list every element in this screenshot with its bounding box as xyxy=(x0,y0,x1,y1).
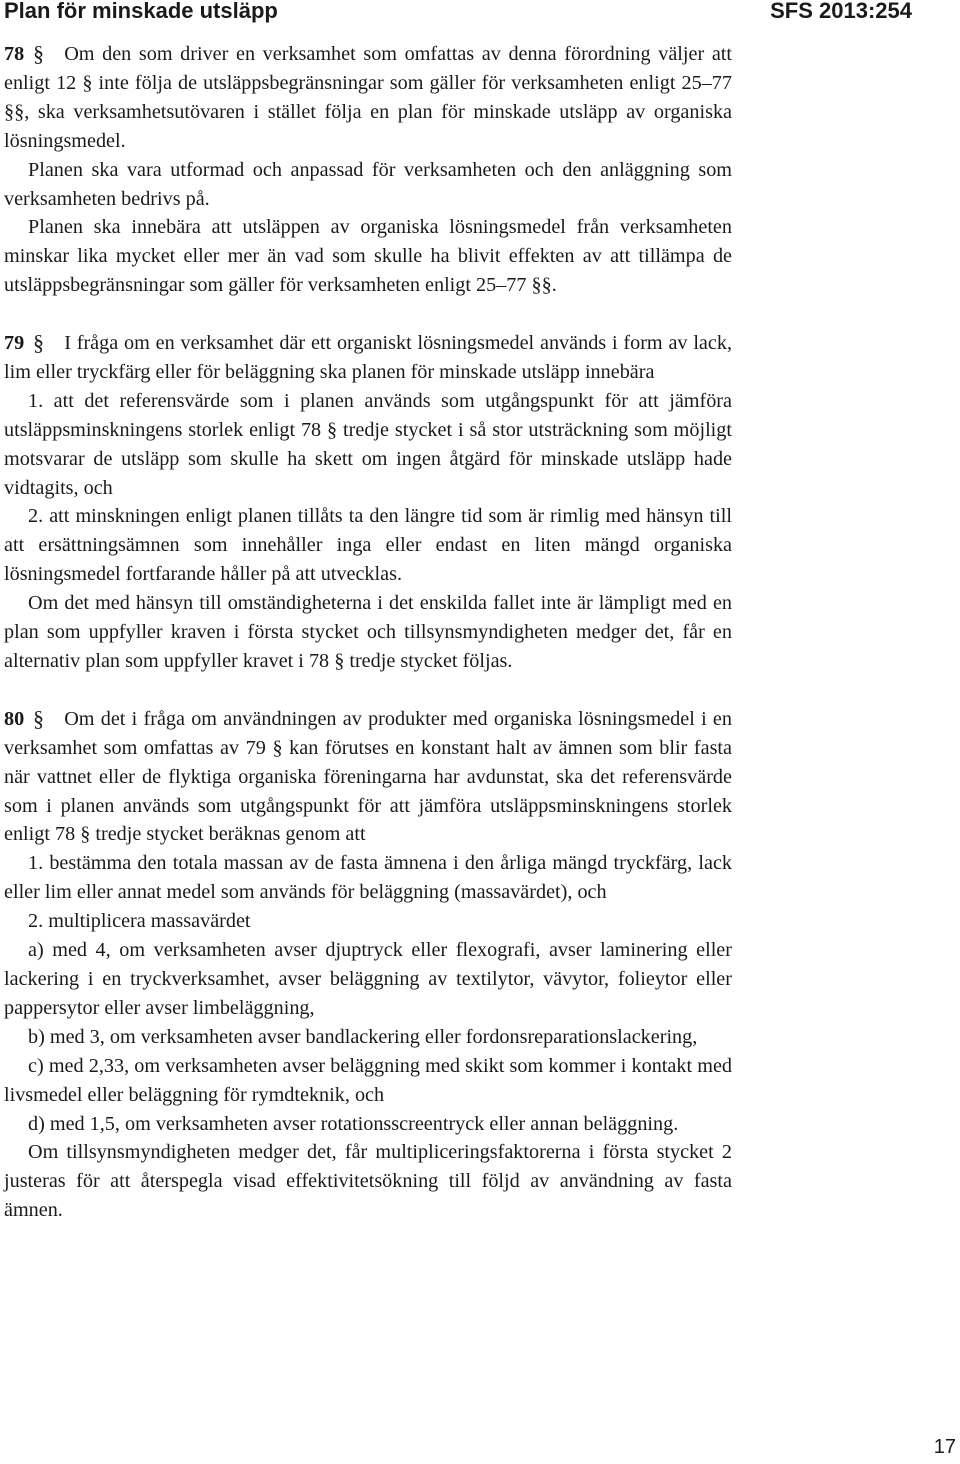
running-header-sfs-number: SFS 2013:254 xyxy=(770,0,912,23)
section-78-paragraph-3: Planen ska innebära att utsläppen av organiska lösningsmedel från verksamheten minskar lika mycket eller mer än vad som skulle ha blivit effekten av att tillämpa de utsläppsbegränsningar som gäller för verksamheten enligt 25–77 §§. xyxy=(4,216,732,297)
section-79-item-2: 2. att minskningen enligt planen tillåts ta den längre tid som är rimlig med hänsyn till att ersättningsämnen som innehåller inga eller endast en liten mängd organiska lösningsmedel fortfarande håller på att utvecklas. xyxy=(4,505,732,586)
section-79-paragraph-1 xyxy=(4,329,732,387)
section-80-item-d: d) med 1,5, om verksamheten avser rotationsscreentryck eller annan beläggning. xyxy=(28,1112,679,1135)
document-body xyxy=(4,40,732,1225)
section-80-item-b: b) med 3, om verksamheten avser bandlackering eller fordonsreparationslackering, xyxy=(28,1025,698,1048)
section-79-paragraph-2: Om det med hänsyn till omständigheterna i det enskilda fallet inte är lämpligt med en plan som uppfyller kraven i första stycket och tillsynsmyndigheten medger det, får en alternativ plan som uppfyller kravet i 78 § tredje stycket följas. xyxy=(4,592,732,673)
running-header-title: Plan för minskade utsläpp xyxy=(4,0,278,23)
svg-text:§: § xyxy=(33,331,45,356)
section-78-number: 78 xyxy=(4,43,25,65)
section-80-item-c: c) med 2,33, om verksamheten avser beläggning med skikt som kommer i kontakt med livsmedel eller beläggning för rymdteknik, och xyxy=(4,1054,732,1106)
section-78-paragraph-2: Planen ska vara utformad och anpassad för verksamheten och den anläggning som verksamheten bedrivs på. xyxy=(4,158,732,210)
section-80-item-1: 1. bestämma den totala massan av de fasta ämnena i den årliga mängd tryckfärg, lack eller lim eller annat medel som används för beläggning (massavärdet), och xyxy=(4,852,732,904)
section-sign-icon xyxy=(32,42,44,66)
section-80-number: 80 xyxy=(4,707,25,730)
section-79-text-1: I fråga om en verksamhet där ett organiskt lösningsmedel används i form av lack, lim eller tryckfärg eller för beläggning ska planen för minskade utsläpp innebära xyxy=(4,332,732,383)
section-80-paragraph-2: Om tillsynsmyndigheten medger det, får multipliceringsfaktorerna i första stycket 2 justeras för att återspegla visad effektivitetsökning till följd av användning av fasta ämnen. xyxy=(4,1141,732,1222)
section-78-text-1: Om den som driver en verksamhet som omfattas av denna förordning väljer att enligt 12 § inte följa de utsläppsbegränsningar som gäller för verksamheten enligt 25–77 §§, ska verksamhetsutövaren i stället följa en plan för minskade utsläpp av organiska lösningsmedel. xyxy=(4,43,732,152)
page-number: 17 xyxy=(933,1436,956,1458)
section-78-paragraph-1 xyxy=(4,40,732,156)
section-80-paragraph-1 xyxy=(4,705,732,850)
svg-text:§: § xyxy=(33,42,45,66)
section-80-item-a: a) med 4, om verksamheten avser djuptryck eller flexografi, avser laminering eller lackering i en tryckverksamhet, avser beläggning av textilytor, vävytor, folieytor eller pappersytor eller avser limbeläggning, xyxy=(4,939,732,1019)
section-sign-icon xyxy=(32,707,44,731)
section-80-item-2: 2. multiplicera massavärdet xyxy=(28,910,251,933)
section-80-text-1: Om det i fråga om användningen av produkter med organiska lösningsmedel i en verksamhet som omfattas av 79 § kan förutses en konstant halt av ämnen som blir fasta när vattnet eller de flyktiga organiska föreningarna har avdunstat, ska det referensvärde som i planen används som utgångspunkt för att jämföra utsläppsminskningens storlek enligt 78 § tredje stycket beräknas genom att xyxy=(4,707,732,846)
section-79-item-1: 1. att det referensvärde som i planen används som utgångspunkt för att jämföra utsläppsminskningens storlek enligt 78 § tredje stycket i så stor utsträckning som möjligt motsvarar de utsläpp som skulle ha skett om ingen åtgärd för minskade utsläpp hade vidtagits, och xyxy=(4,389,732,499)
section-sign-icon xyxy=(32,331,44,355)
section-79-number: 79 xyxy=(4,332,25,355)
svg-text:§: § xyxy=(33,706,45,731)
